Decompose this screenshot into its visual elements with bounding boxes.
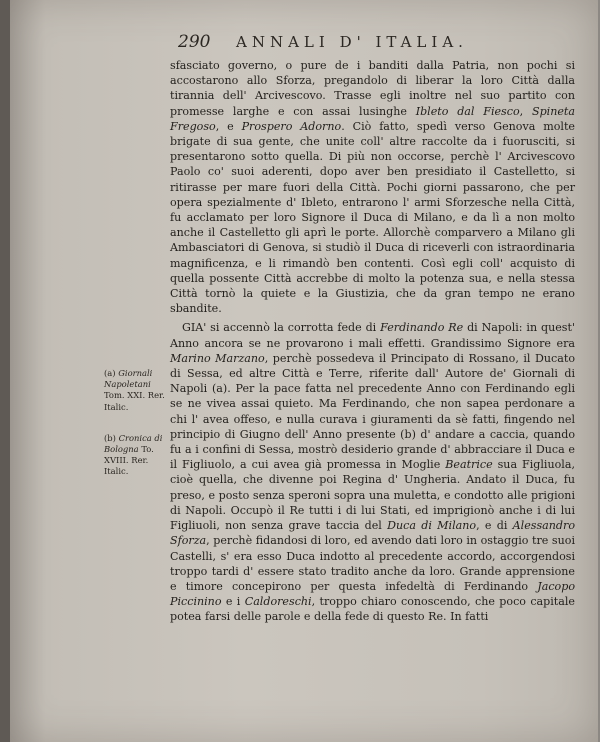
paragraph-genoa (170, 58, 575, 316)
note-mark: (a) (104, 368, 119, 378)
running-title: ANNALI D' ITALIA. (236, 33, 468, 51)
name-marino: Marino Marzano (170, 351, 265, 365)
note-source: Cronica di Bologna (104, 432, 163, 455)
text-run: sfasciato governo, o pure de i banditi dalla Patria, non pochi si accostarono allo Sforza, pregandolo di liberar la loro Città dalla tirannia dell' Arcivescovo. Trasse egli inoltre nel suo partito con promesse larghe e con assai lusinghe (170, 59, 575, 118)
name-jacopo: Jacopo Piccinino (170, 579, 575, 609)
name-ibleto: Ibleto dal Fiesco (415, 104, 520, 118)
binding-gutter (0, 0, 10, 742)
page-number: 290 (178, 32, 211, 52)
text-run: e i (221, 595, 245, 609)
margin-note-b (104, 433, 166, 478)
text-run: . Ciò fatto, spedì verso Genova molte brigate di sua gente, che unite coll' altre raccolte da i fuorusciti, si presentarono sotto quella. Di più non occorse, perchè l' Arcivescovo Paolo co' suoi aderenti, dopo aver ben presidiato il Castelletto, si ritirasse per mare fuori della Città. Pochi giorni passarono, che per opera spezialmente d' Ibleto, entrarono l' armi Sforzesche nella Città, fu acclamato per loro Signore il Duca di Milano, e da lì a non molto anche il Castelletto gli aprì le porte. Allorchè comparvero a Milano gli Ambasciatori di Genova, si studiò il Duca di riceverli con istraordinaria magnificenza, e li rimandò ben contenti. Così egli coll' acquisto di quella possente Città accrebbe di molto la potenza sua, e nella stessa Città tornò la quiete e la Giustizia, che da gran tempo ne erano sbandite. (170, 119, 575, 316)
text-run: , (519, 104, 532, 118)
name-alessandro: Alessandro Sforza (170, 519, 576, 548)
note-reference: Tom. XXI. Rer. Italic. (104, 390, 165, 412)
margin-notes (104, 368, 166, 498)
name-caldoreschi: Caldoreschi (244, 595, 312, 609)
text-run: di Napoli: in quest' Anno ancora se ne provarono i mali effetti. Grandissimo Signore era (170, 321, 575, 350)
note-reference: To. XVIII. Rer. Italic. (104, 444, 154, 477)
text-run: , troppo chiaro conoscendo, che poco capitale potea farsi delle parole e della fede di questo Re. In fatti (170, 595, 575, 624)
name-ferdinando: Ferdinando Re (380, 321, 464, 335)
text-run: , e di (476, 519, 513, 533)
page-body (170, 58, 575, 625)
text-run: GIA' si accennò la corrotta fede di (182, 321, 381, 335)
name-prospero: Prospero Adorno (241, 119, 342, 133)
text-run: , perchè fidandosi di loro, ed avendo dati loro in ostaggio tre suoi Castelli, s' era esso Duca indotto al precedente accordo, accorgendosi troppo tardi d' essere stato tradito anche da loro. Grande apprensione e timore concepirono per questa infedeltà di Ferdinando (170, 534, 575, 593)
name-spineta: Spineta Fregoso (170, 104, 576, 133)
margin-note-a (104, 368, 166, 413)
text-run: sua Figliuola, cioè quella, che divenne poi Regina d' Ungheria. Andato il Duca, fu preso, e posto senza speroni sopra una muletta, e condotto alle prigioni di Napoli. Occupò il Re tutti i di lui Stati, ed imprigionò anche i di lui Figliuoli, non senza grave taccia del (170, 458, 575, 533)
name-duca-milano: Duca di Milano (387, 519, 477, 533)
page-header (178, 32, 538, 54)
paragraph-ferdinando (170, 320, 575, 624)
text-run: , perchè possedeva il Principato di Rossano, il Ducato di Sessa, ed altre Città e Terre, riferite dall' Autore de' Giornali di Napoli (a). Per la pace fatta nel precedente Anno con Ferdinando egli se ne vivea assai quieto. Ma Ferdinando, che non sapea perdonare a chi l' avea offeso, e nulla curava i giuramenti da sè fatti, fingendo nel principio di Giugno dell' Anno presente (b) d' andare a caccia, quando fu a i confini di Sessa, mostrò desiderio grande d' abbracciare il Duca e il Figliuolo, a cui avea già promessa in Moglie (170, 351, 576, 472)
name-beatrice: Beatrice (445, 458, 493, 472)
text-run: , e (215, 119, 242, 133)
note-mark: (b) (104, 432, 119, 443)
note-source: Giornali Napoletani (104, 368, 153, 390)
